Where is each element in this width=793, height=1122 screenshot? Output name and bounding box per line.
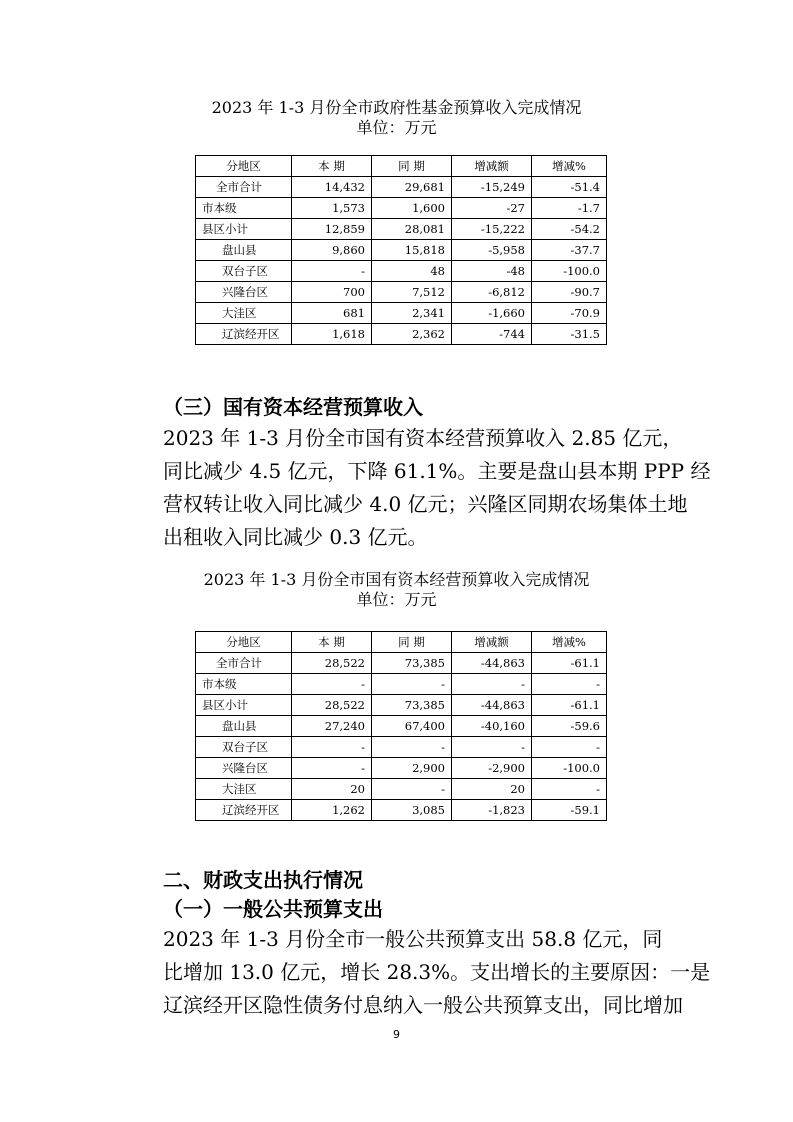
row-current-cell: 1,262 xyxy=(292,800,372,821)
paragraph-line: 2023 年 1-3 月份全市国有资本经营预算收入 2.85 亿元， xyxy=(163,426,683,450)
page-number: 9 xyxy=(393,1028,400,1041)
table-row xyxy=(196,261,607,282)
row-region-cell: 双台子区 xyxy=(196,737,292,758)
row-current-cell: 20 xyxy=(292,779,372,800)
table2-unit: 单位：万元 xyxy=(356,590,437,609)
col-header-diff: 增减额 xyxy=(452,632,532,653)
row-previous-cell: 2,341 xyxy=(372,303,452,324)
row-current-cell: 1,573 xyxy=(292,198,372,219)
row-pct-cell: - xyxy=(532,737,607,758)
paragraph-line: 辽滨经开区隐性债务付息纳入一般公共预算支出，同比增加 xyxy=(163,993,683,1017)
row-region-cell: 兴隆台区 xyxy=(196,758,292,779)
row-previous-cell: - xyxy=(372,674,452,695)
row-previous-cell: 7,512 xyxy=(372,282,452,303)
row-current-cell: 27,240 xyxy=(292,716,372,737)
table-row xyxy=(196,282,607,303)
row-pct-cell: - xyxy=(532,674,607,695)
row-previous-cell: 1,600 xyxy=(372,198,452,219)
row-previous-cell: 15,818 xyxy=(372,240,452,261)
row-diff-cell: -6,812 xyxy=(452,282,532,303)
table1-unit: 单位：万元 xyxy=(356,118,437,137)
table-row xyxy=(196,324,607,345)
table1-title: 2023 年 1-3 月份全市政府性基金预算收入完成情况 xyxy=(211,98,582,117)
section-heading-state-capital: （三）国有资本经营预算收入 xyxy=(163,395,423,419)
row-previous-cell: - xyxy=(372,737,452,758)
col-header-previous: 同 期 xyxy=(372,632,452,653)
row-pct-cell: -1.7 xyxy=(532,198,607,219)
row-pct-cell: -90.7 xyxy=(532,282,607,303)
row-pct-cell: -31.5 xyxy=(532,324,607,345)
col-header-diff: 增减额 xyxy=(452,156,532,177)
row-current-cell: 14,432 xyxy=(292,177,372,198)
col-header-region: 分地区 xyxy=(196,156,292,177)
row-current-cell: 1,618 xyxy=(292,324,372,345)
row-pct-cell: -54.2 xyxy=(532,219,607,240)
row-diff-cell: - xyxy=(452,737,532,758)
row-pct-cell: -70.9 xyxy=(532,303,607,324)
row-previous-cell: 73,385 xyxy=(372,653,452,674)
paragraph-line: 出租收入同比减少 0.3 亿元。 xyxy=(163,525,428,549)
table-row xyxy=(196,674,607,695)
row-region-cell: 县区小计 xyxy=(196,219,292,240)
row-region-cell: 大洼区 xyxy=(196,779,292,800)
row-previous-cell: 67,400 xyxy=(372,716,452,737)
row-current-cell: 12,859 xyxy=(292,219,372,240)
table-row xyxy=(196,240,607,261)
table-row xyxy=(196,779,607,800)
paragraph-line: 比增加 13.0 亿元，增长 28.3%。支出增长的主要原因：一是 xyxy=(163,960,711,984)
table-row xyxy=(196,695,607,716)
row-pct-cell: -51.4 xyxy=(532,177,607,198)
table-row xyxy=(196,758,607,779)
row-region-cell: 全市合计 xyxy=(196,653,292,674)
row-diff-cell: -15,249 xyxy=(452,177,532,198)
paragraph-line: 同比减少 4.5 亿元，下降 61.1%。主要是盘山县本期 PPP 经 xyxy=(163,459,711,483)
row-pct-cell: -59.6 xyxy=(532,716,607,737)
row-region-cell: 双台子区 xyxy=(196,261,292,282)
row-previous-cell: 2,900 xyxy=(372,758,452,779)
row-diff-cell: - xyxy=(452,674,532,695)
table1-government-fund-revenue xyxy=(195,155,607,345)
table-row xyxy=(196,737,607,758)
row-current-cell: 28,522 xyxy=(292,695,372,716)
row-pct-cell: -61.1 xyxy=(532,695,607,716)
row-region-cell: 辽滨经开区 xyxy=(196,800,292,821)
row-diff-cell: -48 xyxy=(452,261,532,282)
row-previous-cell: 73,385 xyxy=(372,695,452,716)
table-row xyxy=(196,653,607,674)
table-row xyxy=(196,177,607,198)
row-diff-cell: -1,823 xyxy=(452,800,532,821)
table-row xyxy=(196,800,607,821)
row-current-cell: - xyxy=(292,261,372,282)
col-header-current: 本 期 xyxy=(292,156,372,177)
row-region-cell: 县区小计 xyxy=(196,695,292,716)
row-region-cell: 盘山县 xyxy=(196,240,292,261)
table2-state-capital-revenue xyxy=(195,631,607,821)
row-pct-cell: -61.1 xyxy=(532,653,607,674)
row-pct-cell: -100.0 xyxy=(532,758,607,779)
row-diff-cell: 20 xyxy=(452,779,532,800)
table-row xyxy=(196,303,607,324)
row-previous-cell: 3,085 xyxy=(372,800,452,821)
row-previous-cell: 2,362 xyxy=(372,324,452,345)
row-current-cell: 9,860 xyxy=(292,240,372,261)
col-header-current: 本 期 xyxy=(292,632,372,653)
row-diff-cell: -5,958 xyxy=(452,240,532,261)
table-row xyxy=(196,219,607,240)
row-region-cell: 辽滨经开区 xyxy=(196,324,292,345)
row-previous-cell: 48 xyxy=(372,261,452,282)
row-current-cell: - xyxy=(292,758,372,779)
table-header-row xyxy=(196,632,607,653)
row-region-cell: 兴隆台区 xyxy=(196,282,292,303)
row-pct-cell: - xyxy=(532,779,607,800)
table-header-row xyxy=(196,156,607,177)
row-diff-cell: -27 xyxy=(452,198,532,219)
row-region-cell: 市本级 xyxy=(196,198,292,219)
row-current-cell: - xyxy=(292,674,372,695)
paragraph-state-capital xyxy=(163,422,711,554)
row-current-cell: - xyxy=(292,737,372,758)
section-heading-general-public-expenditure: （一）一般公共预算支出 xyxy=(163,897,383,921)
row-region-cell: 盘山县 xyxy=(196,716,292,737)
row-diff-cell: -44,863 xyxy=(452,695,532,716)
row-region-cell: 大洼区 xyxy=(196,303,292,324)
row-current-cell: 681 xyxy=(292,303,372,324)
table-row xyxy=(196,198,607,219)
table2-title: 2023 年 1-3 月份全市国有资本经营预算收入完成情况 xyxy=(203,570,590,589)
row-region-cell: 全市合计 xyxy=(196,177,292,198)
col-header-region: 分地区 xyxy=(196,632,292,653)
row-previous-cell: 29,681 xyxy=(372,177,452,198)
row-pct-cell: -59.1 xyxy=(532,800,607,821)
paragraph-general-public-expenditure xyxy=(163,923,711,1022)
row-diff-cell: -2,900 xyxy=(452,758,532,779)
section-heading-expenditure: 二、财政支出执行情况 xyxy=(163,868,363,892)
row-region-cell: 市本级 xyxy=(196,674,292,695)
row-previous-cell: 28,081 xyxy=(372,219,452,240)
paragraph-line: 2023 年 1-3 月份全市一般公共预算支出 58.8 亿元，同 xyxy=(163,927,663,951)
col-header-previous: 同 期 xyxy=(372,156,452,177)
paragraph-line: 营权转让收入同比减少 4.0 亿元；兴隆区同期农场集体土地 xyxy=(163,492,688,516)
row-current-cell: 700 xyxy=(292,282,372,303)
row-diff-cell: -15,222 xyxy=(452,219,532,240)
row-diff-cell: -40,160 xyxy=(452,716,532,737)
row-diff-cell: -744 xyxy=(452,324,532,345)
row-diff-cell: -44,863 xyxy=(452,653,532,674)
row-diff-cell: -1,660 xyxy=(452,303,532,324)
row-pct-cell: -37.7 xyxy=(532,240,607,261)
col-header-pct: 增减% xyxy=(532,632,607,653)
row-current-cell: 28,522 xyxy=(292,653,372,674)
col-header-pct: 增减% xyxy=(532,156,607,177)
row-pct-cell: -100.0 xyxy=(532,261,607,282)
row-previous-cell: - xyxy=(372,779,452,800)
table-row xyxy=(196,716,607,737)
